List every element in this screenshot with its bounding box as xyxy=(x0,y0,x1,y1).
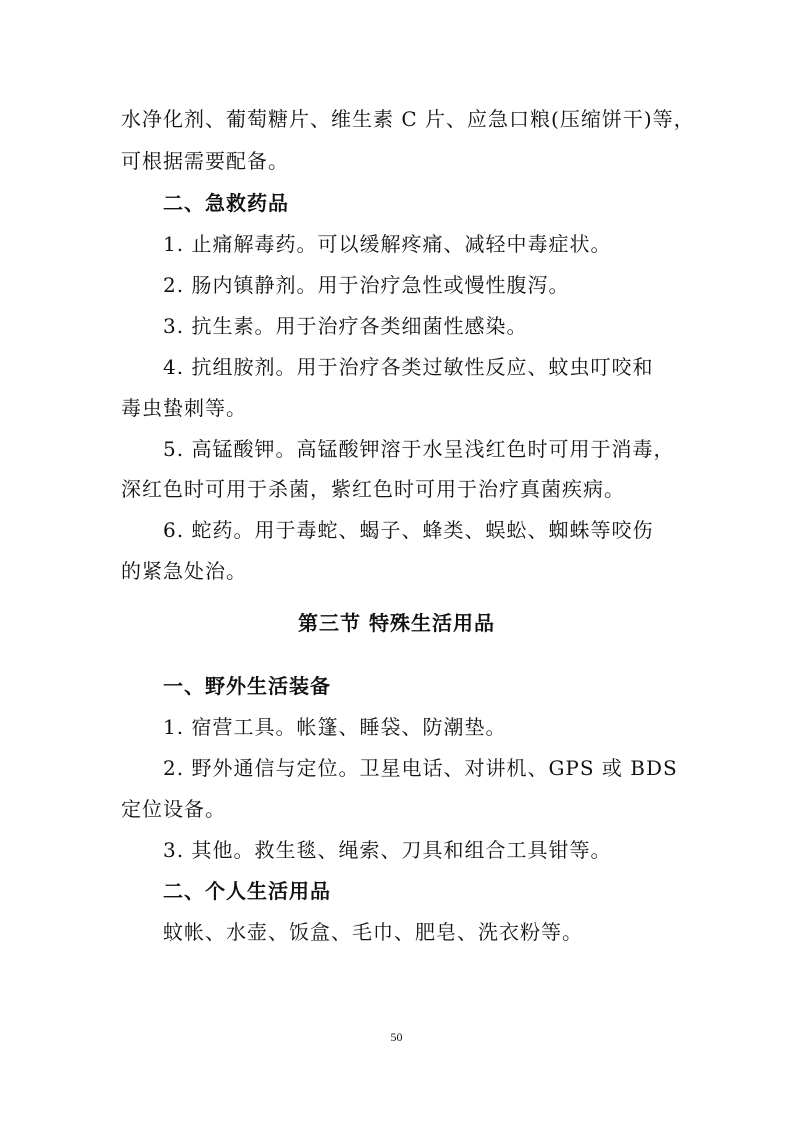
continuation-line-2: 可根据需要配备。 xyxy=(121,149,289,173)
outdoor-item-3: 3. 其他。救生毯、绳索、刀具和组合工具钳等。 xyxy=(163,838,612,862)
outdoor-item-2-line-2: 定位设备。 xyxy=(121,797,226,821)
first-aid-item-6-line-2: 的紧急处治。 xyxy=(121,559,247,583)
section-title: 第三节 特殊生活用品 xyxy=(298,611,495,635)
personal-items: 蚊帐、水壶、饭盒、毛巾、肥皂、洗衣粉等。 xyxy=(163,920,583,944)
continuation-line-1: 水净化剂、葡萄糖片、维生素 C 片、应急口粮(压缩饼干)等， xyxy=(121,107,695,131)
outdoor-item-2-line-1: 2. 野外通信与定位。卫星电话、对讲机、GPS 或 BDS xyxy=(163,756,678,780)
first-aid-item-5-line-2: 深红色时可用于杀菌，紫红色时可用于治疗真菌疾病。 xyxy=(121,477,625,501)
first-aid-item-2: 2. 肠内镇静剂。用于治疗急性或慢性腹泻。 xyxy=(163,273,570,297)
first-aid-item-4-line-2: 毒虫蛰刺等。 xyxy=(121,396,247,420)
first-aid-item-3: 3. 抗生素。用于治疗各类细菌性感染。 xyxy=(163,314,528,338)
first-aid-item-4-line-1: 4. 抗组胺剂。用于治疗各类过敏性反应、蚊虫叮咬和 xyxy=(163,355,654,379)
outdoor-item-1: 1. 宿营工具。帐篷、睡袋、防潮垫。 xyxy=(163,715,507,739)
outdoor-heading: 一、野外生活装备 xyxy=(163,674,331,698)
first-aid-item-1: 1. 止痛解毒药。可以缓解疼痛、减轻中毒症状。 xyxy=(163,232,612,256)
personal-heading: 二、个人生活用品 xyxy=(163,879,331,903)
first-aid-item-6-line-1: 6. 蛇药。用于毒蛇、蝎子、蜂类、蜈蚣、蜘蛛等咬伤 xyxy=(163,518,654,542)
first-aid-item-5-line-1: 5. 高锰酸钾。高锰酸钾溶于水呈浅红色时可用于消毒， xyxy=(163,437,675,461)
page-number: 50 xyxy=(390,1030,403,1044)
first-aid-heading: 二、急救药品 xyxy=(163,191,289,215)
